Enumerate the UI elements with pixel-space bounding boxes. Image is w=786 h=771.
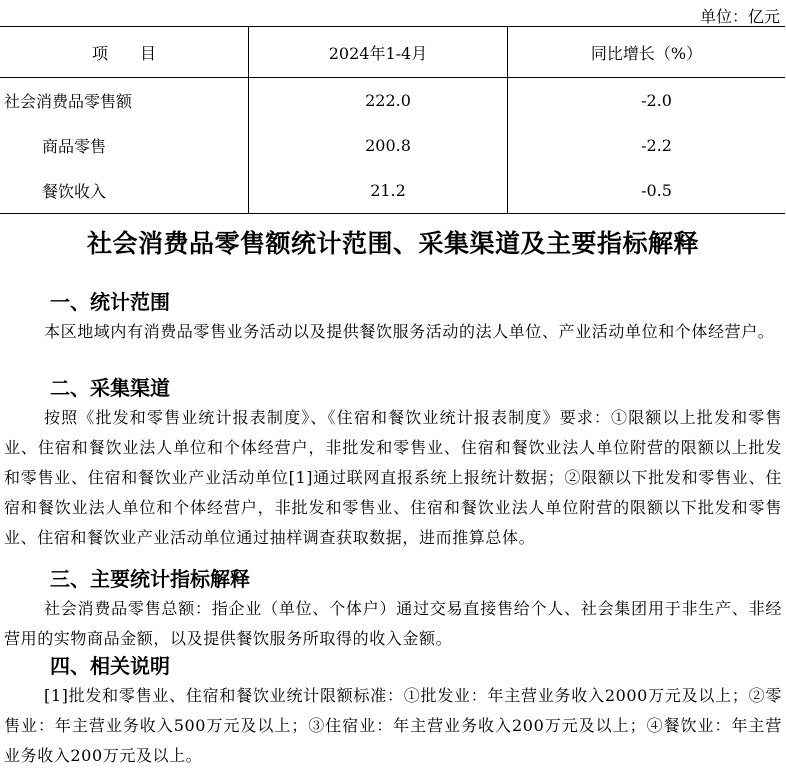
unit-label: 单位：亿元 xyxy=(699,7,780,26)
section-heading: 三、主要统计指标解释 xyxy=(50,567,250,591)
table-row xyxy=(0,123,785,168)
row-growth: -2.0 xyxy=(641,91,672,110)
table-row xyxy=(0,168,785,214)
section-indicators xyxy=(0,564,786,654)
row-label: 商品零售 xyxy=(0,123,249,168)
section-collection xyxy=(0,373,786,553)
document-title: 社会消费品零售额统计范围、采集渠道及主要指标解释 xyxy=(86,229,699,258)
section-body: 社会消费品零售总额：指企业（单位、个体户）通过交易直接售给个人、社会集团用于非生产、非经营用的实物商品金额，以及提供餐饮服务所取得的收入金额。 xyxy=(4,599,782,648)
row-value: 21.2 xyxy=(249,168,508,214)
section-body: 按照《批发和零售业统计报表制度》、《住宿和餐饮业统计报表制度》要求：①限额以上批发和零售业、住宿和餐饮业法人单位和个体经营户，非批发和零售业、住宿和餐饮业法人单位附营的限额以上批发和零售业、住宿和餐饮业产业活动单位[1]通过联网直报系统上报统计数据；②限额以下批发和零售业、住宿和餐饮业法人单位和个体经营户，非批发和零售业、住宿和餐饮业法人单位附营的限额以下批发和零售业、住宿和餐饮业产业活动单位通过抽样调查获取数据，进而推算总体。 xyxy=(4,408,782,547)
section-heading: 二、采集渠道 xyxy=(50,376,170,400)
section-heading: 四、相关说明 xyxy=(50,654,170,678)
row-label: 社会消费品零售额 xyxy=(0,78,249,124)
table-header-row xyxy=(0,27,785,78)
row-growth: -2.2 xyxy=(641,136,672,155)
section-body: 本区地域内有消费品零售业务活动以及提供餐饮服务活动的法人单位、产业活动单位和个体经营户。 xyxy=(44,322,775,341)
row-growth: -0.5 xyxy=(508,168,786,214)
section-body: [1]批发和零售业、住宿和餐饮业统计限额标准：①批发业：年主营业务收入2000万元及以上；②零售业：年主营业务收入500万元及以上；③住宿业：年主营业务收入200万元及以上；④餐饮业：年主营业务收入200万元及以上。 xyxy=(4,686,782,765)
table-row xyxy=(0,78,785,124)
row-label: 餐饮收入 xyxy=(0,168,249,214)
section-heading: 一、统计范围 xyxy=(50,290,170,314)
section-scope xyxy=(0,287,786,347)
row-value: 222.0 xyxy=(249,78,508,124)
column-header-item: 项 目 xyxy=(0,27,249,78)
section-notes xyxy=(0,651,786,771)
column-header-growth: 同比增长（%） xyxy=(508,27,786,78)
row-value: 200.8 xyxy=(249,123,508,168)
retail-sales-table xyxy=(0,26,785,214)
column-header-period: 2024年1-4月 xyxy=(249,27,508,78)
